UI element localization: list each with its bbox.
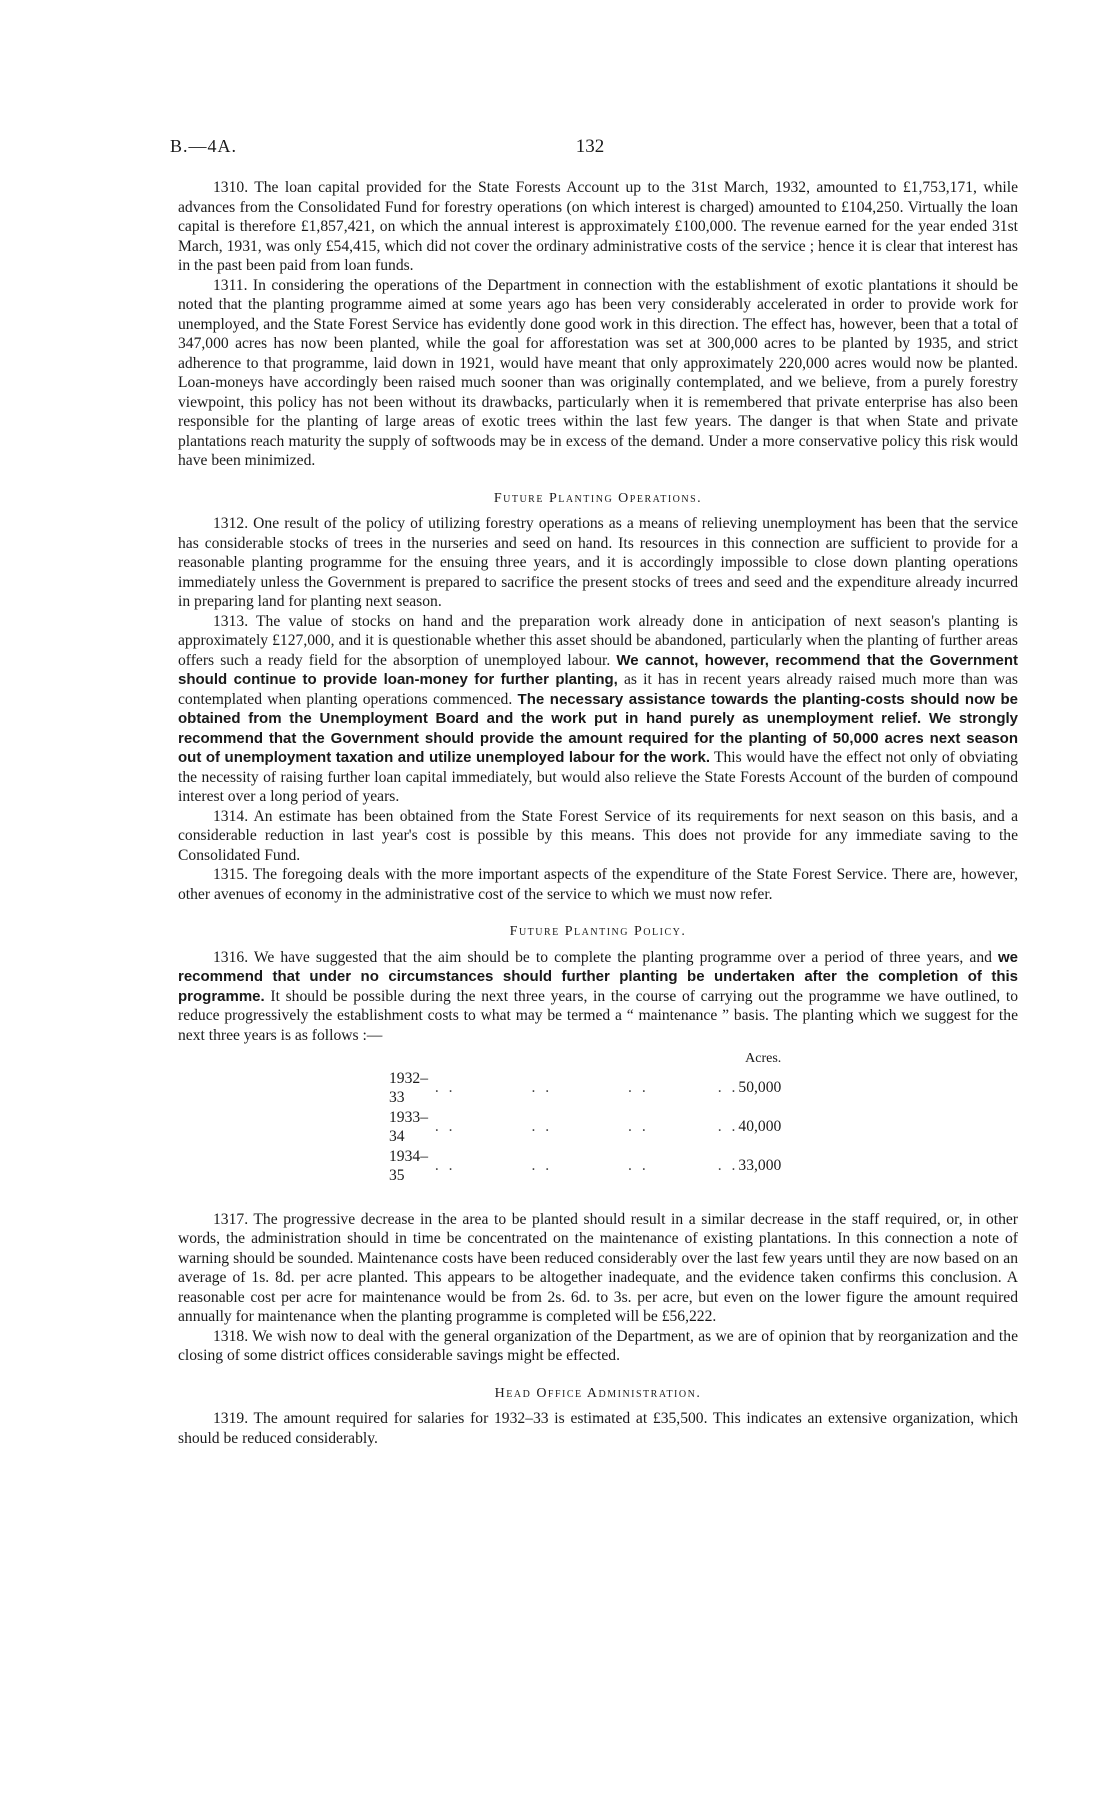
paragraph-1313-text-3: This would have the effect not only of obviating the necessity of raising further loan capital immediately, but would also relieve the State Forests Account of the burden of compound interest over a long period of years. [178, 749, 1018, 805]
paragraph-1313-text-1: 1313. The value of stocks on hand and the preparation work already done in anticipation of next season's planting is approximately £127,000, and it is questionable whether this asset should be abandoned, particularly when the planting of further areas offers such a ready field for the absorption of unemployed labour. [178, 612, 1018, 669]
paragraph-1313-text-2: as it has in recent years already raised much more than was contemplated when planting operations commenced. [178, 671, 1018, 708]
leader-dots: . . . . . . . . [427, 1157, 739, 1175]
acres-cell: 40,000 [738, 1118, 782, 1136]
table-row [389, 1108, 781, 1147]
page-header [170, 136, 1010, 160]
leader-dots: . . . . . . . . [427, 1118, 739, 1136]
table-header-row [389, 1049, 781, 1069]
paragraph-1316-text-1: 1316. We have suggested that the aim should be to complete the planting programme over a period of three years, and [213, 948, 998, 966]
acres-unit-label: Acres. [745, 1051, 782, 1066]
paragraph-1316-text-2: It should be possible during the next three years, in the course of carrying out the programme we have outlined, to reduce progressively the establishment costs to what may be termed a “ maintenance ” basis. The planting which we suggest for the next three years is as follows :— [178, 987, 1018, 1044]
heading-future-planting-operations: Future Planting Operations. [493, 490, 703, 506]
paragraph-1316-bold-1: we recommend that under no circumstances should further planting be undertaken after the completion of this programme. [178, 948, 1018, 1005]
paragraph-1312: 1312. One result of the policy of utilizing forestry operations as a means of relieving unemployment has been that the service has considerable stocks of trees in the nurseries and seed on hand. Its resources in this connection are sufficient to provide for a reasonable planting programme for the ensuing three years, and it is accordingly impossible to close down planting operations immediately unless the Government is prepared to sacrifice the present stocks of trees and seed and the expenditure already incurred in preparing land for planting next season. [178, 515, 1018, 610]
paragraph-1317: 1317. The progressive decrease in the area to be planted should result in a similar decrease in the staff required, or, in other words, the administration should in time be concentrated on the maintenance of existing plantations. In this connection a note of warning should be sounded. Maintenance costs have been reduced considerably over the last few years until they are now based on an average of 1s. 8d. per acre planted. This appears to be altogether inadequate, and the evidence taken confirms this conclusion. A reasonable cost per acre for maintenance would be from 2s. 6d. to 3s. per acre, but even on the lower figure the amount required annually for maintenance when the planting programme is completed will be £56,222. [178, 1210, 1018, 1325]
planting-programme-table [389, 1049, 781, 1186]
heading-future-planting-policy: Future Planting Policy. [509, 924, 687, 939]
table-row [389, 1147, 781, 1186]
year-cell: 1932–33 [389, 1069, 428, 1106]
paragraph-1313 [178, 612, 1018, 807]
paragraph-1318: 1318. We wish now to deal with the general organization of the Department, as we are of opinion that by reorganization and the closing of some district offices considerable savings might be effected. [178, 1327, 1018, 1364]
year-cell: 1933–34 [389, 1108, 428, 1145]
paragraph-1311: 1311. In considering the operations of the Department in connection with the establishment of exotic plantations it should be noted that the planting programme aimed at some years ago has been very considerably accelerated in order to provide work for unemployed, and the State Forest Service has evidently done good work in this direction. The effect has, however, been that a total of 347,000 acres has now been planted, while the goal for afforestation was set at 300,000 acres to be planted by 1935, and strict adherence to that programme, laid down in 1921, would have meant that only approximately 220,000 acres would now be planted. Loan-moneys have accordingly been raised much sooner than was originally contemplated, and we believe, from a purely forestry viewpoint, this policy has not been without its drawbacks, particularly when it is remembered that private enterprise has also been responsible for the planting of large areas of exotic trees within the last few years. The danger is that when State and private plantations reach maturity the supply of softwoods may be in excess of the demand. Under a more conservative policy this risk would have been minimized. [178, 276, 1018, 469]
paragraph-1313-bold-2: The necessary assistance towards the planting-costs should now be obtained from the Unemployment Board and the work put in hand purely as unemployment relief. We strongly recommend that the Government should provide the amount required for the planting of 50,000 acres next season out of unemployment taxation and utilize unemployed labour for the work. [178, 690, 1018, 766]
table-row [389, 1069, 781, 1108]
paragraph-1314: 1314. An estimate has been obtained from the State Forest Service of its requirements for next season on this basis, and a considerable reduction in last year's cost is possible by this means. This does not provide for any immediate saving to the Consolidated Fund. [178, 807, 1018, 864]
acres-cell: 33,000 [738, 1157, 782, 1175]
report-reference: B.—4A. [170, 136, 238, 156]
year-cell: 1934–35 [389, 1147, 428, 1184]
heading-head-office-administration: Head Office Administration. [494, 1385, 702, 1401]
document-body [178, 178, 1018, 1448]
leader-dots: . . . . . . . . [427, 1079, 739, 1097]
paragraph-1319: 1319. The amount required for salaries for 1932–33 is estimated at £35,500. This indicates an extensive organization, which should be reduced considerably. [178, 1410, 1018, 1447]
paragraph-1310: 1310. The loan capital provided for the State Forests Account up to the 31st March, 1932, amounted to £1,753,171, while advances from the Consolidated Fund for forestry operations (on which interest is charged) amounted to £104,250. Virtually the loan capital is therefore £1,857,421, on which the annual interest is approximately £100,000. The revenue earned for the year ended 31st March, 1931, was only £54,415, which did not cover the ordinary administrative costs of the service ; hence it is clear that interest has in the past been paid from loan funds. [178, 179, 1018, 274]
paragraph-1316 [178, 948, 1018, 1046]
page-number: 132 [575, 136, 605, 157]
paragraph-1313-bold-1: We cannot, however, recommend that the Government should continue to provide loan-money for further planting, [178, 651, 1018, 688]
acres-cell: 50,000 [738, 1079, 782, 1097]
paragraph-1315: 1315. The foregoing deals with the more important aspects of the expenditure of the State Forest Service. There are, however, other avenues of economy in the administrative cost of the service to which we must now refer. [178, 866, 1018, 903]
